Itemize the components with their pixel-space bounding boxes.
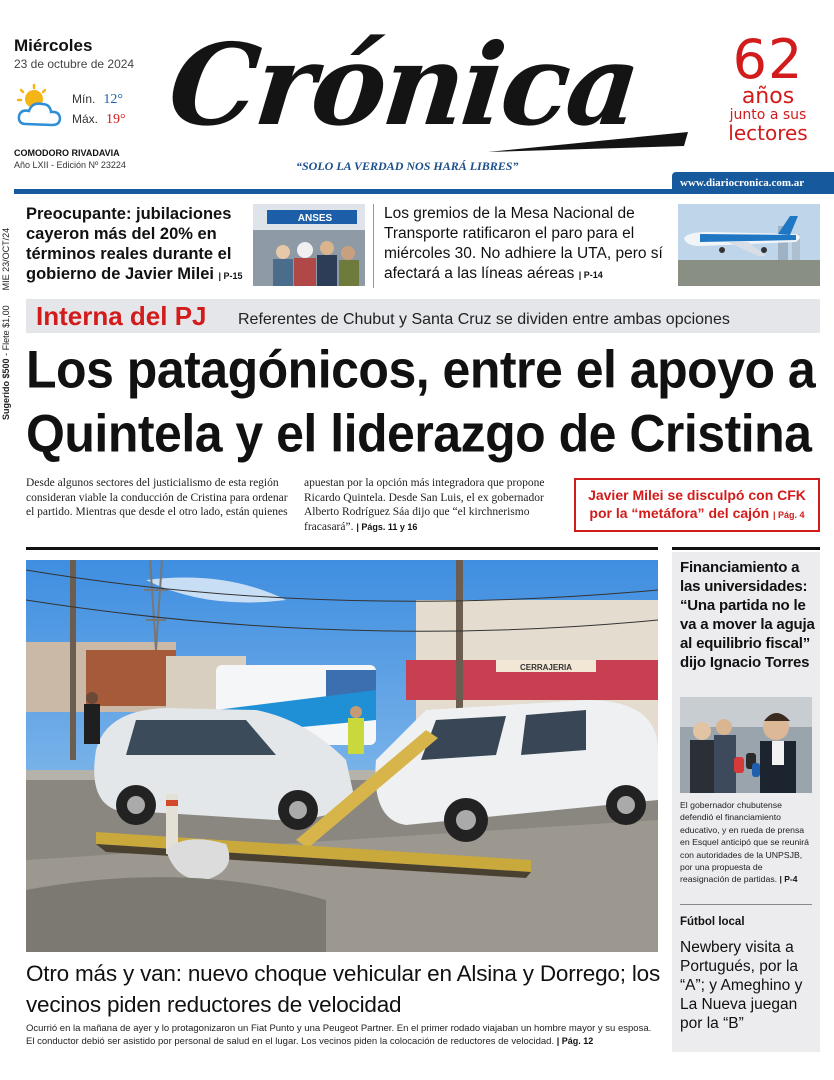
press-conference-photo bbox=[680, 697, 812, 793]
weekday: Miércoles bbox=[14, 36, 93, 55]
anses-photo bbox=[253, 204, 365, 286]
shop-sign: CERRAJERIA bbox=[519, 663, 573, 672]
section-divider bbox=[680, 904, 812, 905]
issue-date: 23 de octubre de 2024 bbox=[14, 57, 135, 71]
anniversary-badge: 62 años junto a sus lectores bbox=[728, 28, 808, 145]
lead-column-2: apuestan por la opción más integradora que propone Ricardo Quintela. Desde San Luis, el ex gobernador Alberto Rodríguez Sáa dijo que “el kirchnerismo fracasará”. | Págs. 11 y 16 bbox=[304, 477, 545, 533]
milei-cfk-box[interactable]: Javier Milei se disculpó con CFK por la “metáfora” del cajón | Pág. 4 bbox=[574, 478, 820, 532]
page-ref: | P-14 bbox=[578, 270, 603, 280]
page-ref: | Pág. 12 bbox=[556, 1036, 594, 1046]
page-ref: | P-15 bbox=[218, 271, 243, 281]
page-ref: | Pág. 4 bbox=[773, 510, 805, 520]
temp-max: Máx. 19° bbox=[72, 112, 126, 127]
logo-text: Crónica bbox=[163, 20, 644, 151]
logo-swoosh bbox=[488, 132, 688, 154]
kicker-label: Interna del PJ bbox=[36, 301, 207, 331]
story-pensions[interactable] bbox=[26, 204, 246, 284]
story-transport-text: Los gremios de la Mesa Nacional de Transporte ratificaron el paro para el miércoles 30. No adhiere la UTA, pero sí afectará a las líneas aéreas bbox=[384, 205, 663, 282]
right-column-rule bbox=[672, 547, 820, 550]
airplane-photo bbox=[678, 204, 820, 286]
newspaper-logo bbox=[163, 20, 688, 158]
football-headline[interactable]: Newbery visita a Portugués, por la “A”; y Ameghino y La Nueva juegan por la “B” bbox=[680, 939, 803, 1032]
city-label: COMODORO RIVADAVIA bbox=[14, 148, 120, 158]
story-pensions-headline: Preocupante: jubilaciones cayeron más del 20% en términos reales durante el gobierno de Javier Milei bbox=[26, 205, 232, 283]
page-ref: | P-4 bbox=[779, 874, 798, 885]
slogan: “SOLO LA VERDAD NOS HARÁ LIBRES” bbox=[296, 159, 519, 173]
partly-cloudy-icon bbox=[14, 84, 70, 130]
website-link[interactable]: www.diariocronica.com.ar bbox=[672, 172, 834, 194]
column-divider bbox=[373, 204, 374, 288]
temp-min: Mín. 12° bbox=[72, 92, 123, 107]
kicker-bar bbox=[26, 299, 820, 333]
story-transport-strike[interactable] bbox=[384, 204, 668, 285]
page-ref: | Págs. 11 y 16 bbox=[356, 521, 418, 532]
edition-label: Año LXII - Edición Nº 23224 bbox=[14, 160, 126, 170]
section-label: Fútbol local bbox=[680, 916, 745, 928]
university-funding-body: El gobernador chubutense defendió el financiamiento educativo, y en rueda de prensa en Esquel anticipó que se reunirá con autoridades de la UNPSJB, por una propuesta de reasignación de partidas. | P-4 bbox=[680, 800, 809, 885]
lead-column-1: Desde algunos sectores del justicialismo de esta región consideran viable la conducción de Cristina para ordenar el partido. Mientras que desde el otro lado, están quienes bbox=[26, 477, 288, 518]
university-funding-headline[interactable]: Financiamiento a las universidades: “Una partida no le va a mover la aguja al equilibrio fiscal” dijo Ignacio Torres bbox=[680, 559, 815, 671]
crash-body: Ocurrió en la mañana de ayer y lo protagonizaron un Fiat Punto y una Peugeot Partner. En el primer rodado viajaban un hombre mayor y su esposa. El conductor debió ser asistido por personal de salud en el lugar. Los vecinos piden la colocación de reductores de velocidad. | Pág. 12 bbox=[26, 1023, 652, 1047]
section-rule bbox=[26, 547, 658, 550]
main-headline[interactable]: Los patagónicos, entre el apoyo a Quintela y el liderazgo de Cristina bbox=[26, 340, 816, 463]
side-strip: Sugerido $500 - Flete $1,00 MIE 23/OCT/24 bbox=[1, 227, 11, 420]
weather-widget bbox=[14, 84, 164, 134]
kicker-subtitle: Referentes de Chubut y Santa Cruz se dividen entre ambas opciones bbox=[238, 311, 730, 328]
date-block bbox=[14, 36, 134, 71]
crash-photo bbox=[26, 560, 658, 952]
crash-headline[interactable]: Otro más y van: nuevo choque vehicular en Alsina y Dorrego; los vecinos piden reductores de velocidad bbox=[26, 961, 660, 1017]
anses-sign: ANSES bbox=[297, 213, 333, 224]
